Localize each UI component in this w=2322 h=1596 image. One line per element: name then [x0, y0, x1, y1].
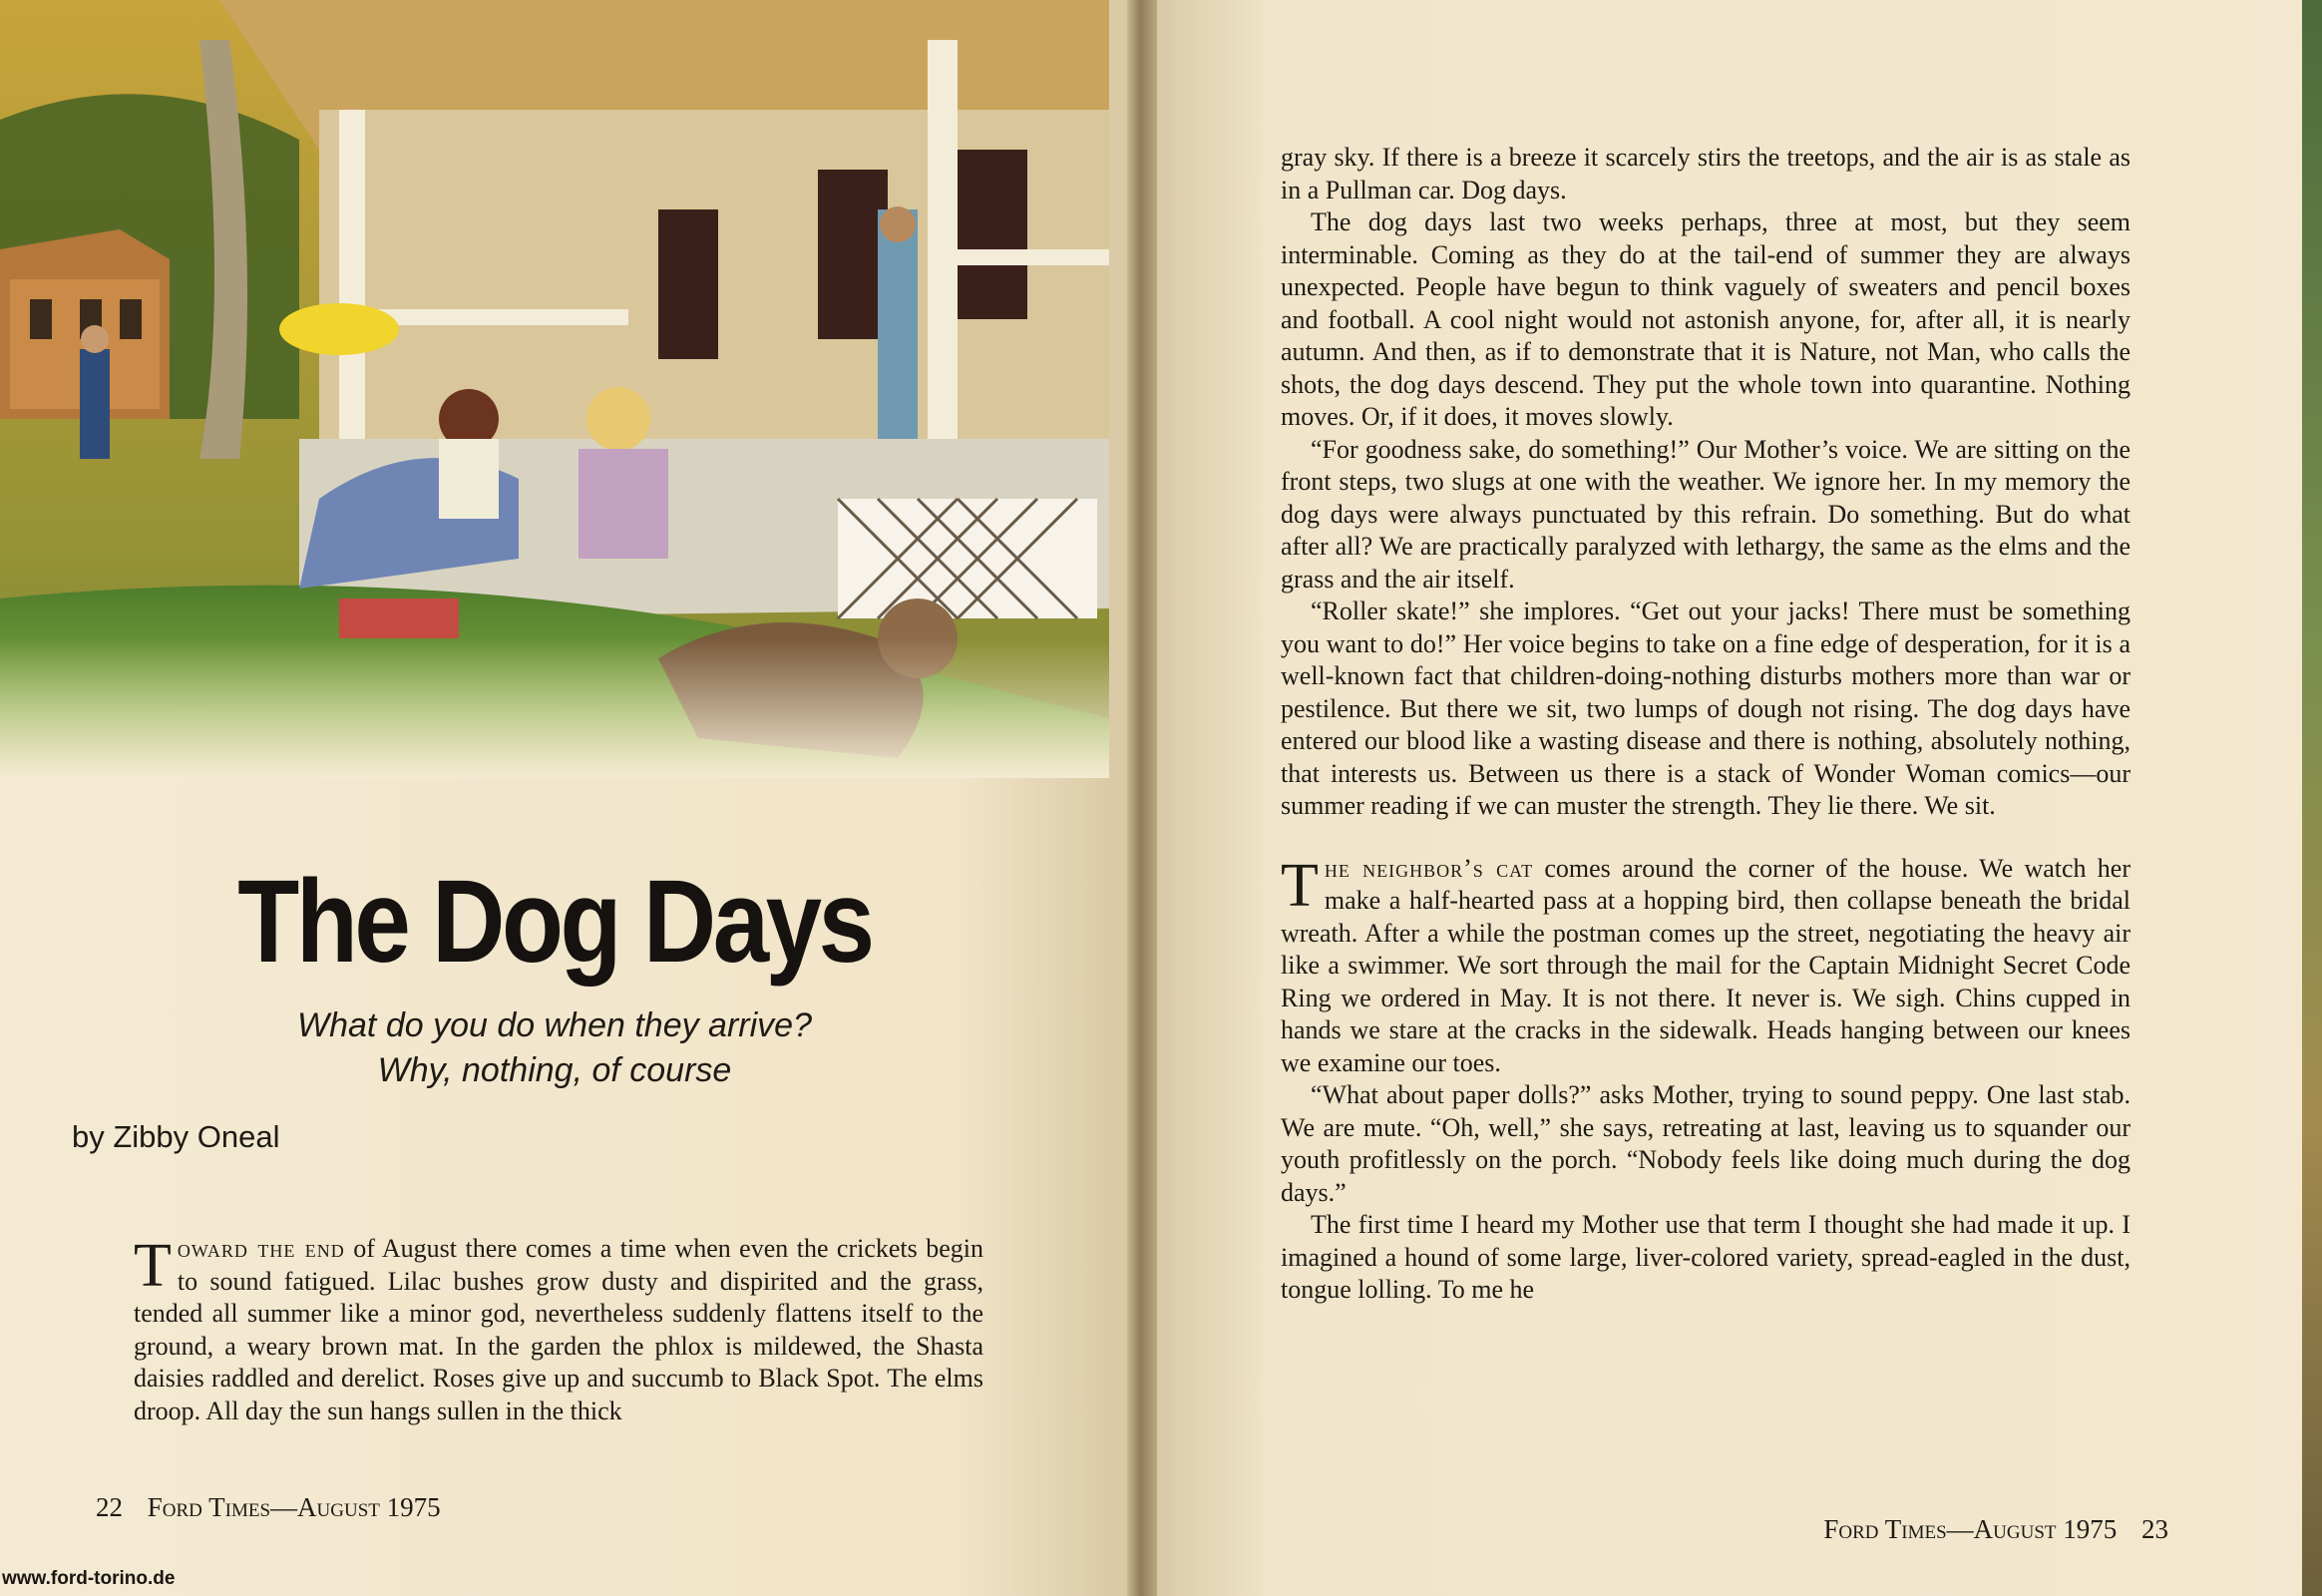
paragraph-text: comes around the corner of the house. We watch her make a half-hearted pass at a hopping bird, then collapse beneath the bridal wreath. After a while the postman comes up the street, negotiating the heavy air like a swimmer. We sort through the mail for the Captain Midnight Secret Code Ring we ordered in May. It is not there. It never is. We sigh. Chins cupped in hands we stare at the cracks in the sidewalk. Heads hanging between our knees we examine our toes. [1281, 853, 2130, 1077]
porch-painting-illustration [0, 0, 1109, 778]
left-page [0, 0, 1127, 1596]
lead-in: oward the end [177, 1234, 345, 1263]
page-number: 23 [2141, 1514, 2168, 1544]
porch-painting [0, 0, 1109, 778]
article-title: The Dog Days [237, 856, 872, 988]
left-footer [78, 1492, 441, 1523]
right-body-column [1281, 142, 2130, 1307]
author-byline: by Zibby Oneal [72, 1119, 280, 1154]
opening-paragraph [134, 1233, 983, 1427]
paragraph: The dog days last two weeks perhaps, three at most, but they seem interminable. Coming as they do at the tail-end of summer they are always unexpected. People have begun to think vaguely of sweaters and pencil boxes and football. A cool night would not astonish anyone, for, after all, it is nearly autumn. And then, as if to demonstrate that it is Nature, not Man, who calls the shots, the dog days descend. They put the whole town into quarantine. Nothing moves. Or, if it does, it moves slowly. [1281, 207, 2130, 431]
paragraph: The first time I heard my Mother use that term I thought she had made it up. I imagined a hound of some large, liver-colored variety, spread-eagled in the dust, tongue lolling. To me he [1281, 1210, 2130, 1304]
article-subtitle [0, 1003, 1109, 1093]
site-watermark: www.ford-torino.de [2, 1568, 176, 1589]
right-footer [1823, 1514, 2186, 1545]
section-opening-paragraph [1281, 853, 2130, 1080]
next-page-edge [2302, 0, 2322, 1596]
subtitle-line-1: What do you do when they arrive? [297, 1006, 812, 1044]
lead-in: he neighbor’s cat [1324, 853, 1534, 883]
magazine-issue: Ford Times—August 1975 [147, 1492, 441, 1522]
page-number: 22 [96, 1492, 123, 1522]
paragraph: “What about paper dolls?” asks Mother, trying to sound peppy. One last stab. We are mute. “Oh, well,” she says, retreating at last, leaving us to squander our youth profitlessly on the porch. “Nobody feels like doing much during the dog days.” [1281, 1080, 2130, 1207]
paragraph: “For goodness sake, do something!” Our Mother’s voice. We are sitting on the front steps, two slugs at one with the weather. We ignore her. In my memory the dog days were always punctuated by this refrain. Do something. But do what after all? We are practically paralyzed with lethargy, the same as the elms and the grass and the air itself. [1281, 434, 2130, 594]
book-gutter [1127, 0, 1157, 1596]
subtitle-line-2: Why, nothing, of course [377, 1051, 732, 1089]
section-break [1281, 823, 2130, 853]
left-body-column [134, 1233, 983, 1427]
paragraph: gray sky. If there is a breeze it scarcely stirs the treetops, and the air is as stale as in a Pullman car. Dog days. [1281, 143, 2130, 204]
drop-cap: T [1281, 851, 1319, 920]
paragraph: “Roller skate!” she implores. “Get out your jacks! There must be something you want to do!” Her voice begins to take on a fine edge of desperation, for it is a well-known fact that children-doing-nothing disturbs mothers more than war or pestilence. But there we sit, two lumps of dough not rising. The dog days have entered our blood like a wasting disease and there is nothing, absolutely nothing, that interests us. Between us there is a stack of Wonder Woman comics—our summer reading if we can muster the strength. They lie there. We sit. [1281, 597, 2130, 820]
magazine-issue: Ford Times—August 1975 [1823, 1514, 2118, 1544]
paragraph-text: of August there comes a time when even the crickets begin to sound fatigued. Lilac bushes grow dusty and dispirited and the grass, tended all summer like a minor god, nevertheless suddenly flattens itself to the ground, a weary brown mat. In the garden the phlox is mildewed, the Shasta daisies raddled and derelict. Roses give up and succumb to Black Spot. The elms droop. All day the sun hangs sullen in the thick [134, 1234, 983, 1425]
drop-cap: T [134, 1232, 172, 1300]
